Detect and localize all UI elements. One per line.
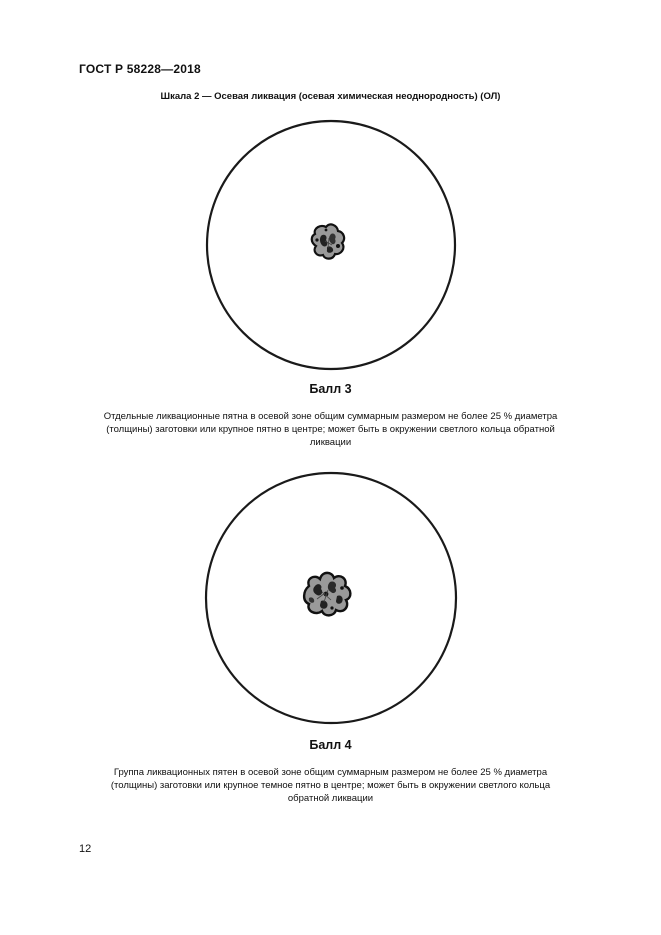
document-header: ГОСТ Р 58228—2018: [79, 62, 201, 76]
grade-description-3: Отдельные ликвационные пятна в осевой зоне общим суммарным размером не более 25 % диаметра (толщины) заготовки или крупное пятно в центре; может быть в окружении светлого кольца обратной ликвации: [103, 411, 558, 448]
macrostructure-figure-grade-4: [0, 469, 661, 729]
page-number: 12: [79, 843, 92, 855]
segregation-spot-cluster: [304, 573, 350, 616]
grade-label-4: Балл 4: [309, 738, 352, 752]
grade-label-3: Балл 3: [309, 382, 352, 396]
macrostructure-figure-grade-3: [0, 118, 661, 378]
scale-title: Шкала 2 — Осевая ликвация (осевая химическая неоднородность) (ОЛ): [160, 91, 501, 102]
grade-description-4: Группа ликвационных пятен в осевой зоне общим суммарным размером не более 25 % диаметра (толщины) заготовки или крупное темное пятно в центре; может быть в окружении светлого кольца обратной ликвации: [110, 767, 551, 804]
